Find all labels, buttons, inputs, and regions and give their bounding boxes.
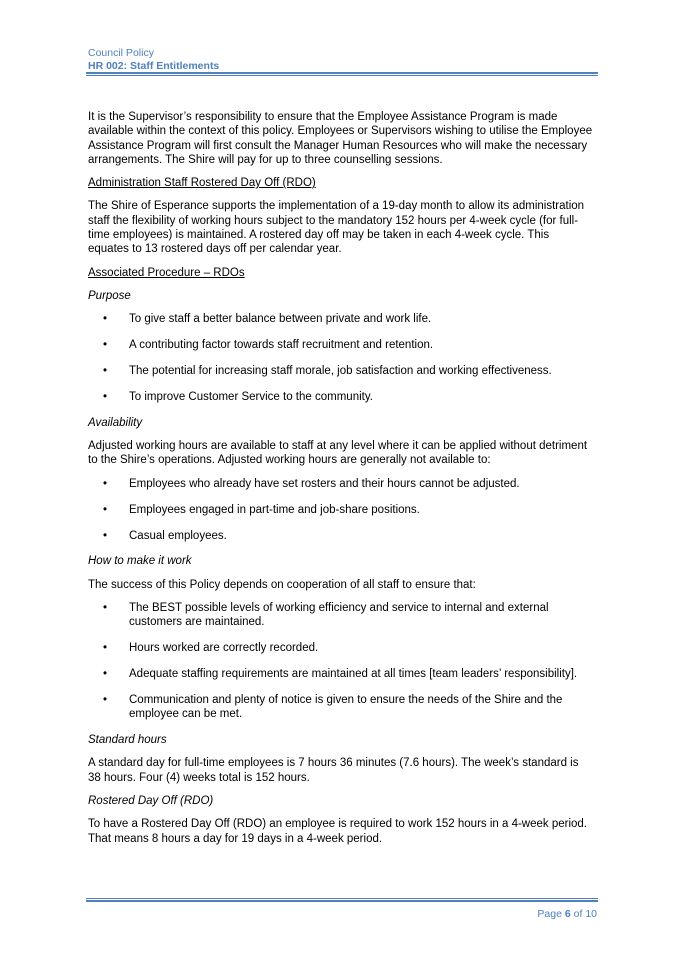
bullet-icon: •: [103, 668, 108, 681]
total-pages: 10: [585, 908, 597, 920]
purpose-list: [88, 312, 593, 404]
list-item: • A contributing factor towards staff recruitment and retention.: [103, 339, 434, 352]
rdo-paragraph: The Shire of Esperance supports the implementation of a 19-day month to allow its administration staff the flexibility of working hours subject to the mandatory 152 hours per 4-week cycle (for full-time employees) is maintained. A rostered day off may be taken in each 4-week cycle. This equates to 13 rostered days off per calendar year.: [88, 200, 585, 256]
rostered-heading: Rostered Day Off (RDO): [88, 795, 214, 808]
list-item: • Casual employees.: [103, 529, 227, 542]
list-item: • The potential for increasing staff morale, job satisfaction and working effectiveness.: [103, 365, 552, 378]
page-header: [88, 47, 219, 73]
list-item: • To improve Customer Service to the community.: [103, 390, 373, 403]
bullet-icon: •: [103, 693, 108, 706]
bullet-icon: •: [103, 601, 108, 614]
how-heading: How to make it work: [88, 555, 192, 568]
list-item: • Adequate staffing requirements are maintained at all times [team leaders’ responsibility].: [103, 668, 578, 681]
list-item: • Employees who already have set rosters and their hours cannot be adjusted.: [103, 477, 520, 490]
current-page: 6: [564, 908, 571, 920]
availability-heading: Availability: [88, 416, 143, 429]
rdo-heading: Administration Staff Rostered Day Off (RDO): [88, 177, 316, 190]
header-divider: [86, 72, 598, 76]
standard-heading: Standard hours: [88, 734, 167, 747]
bullet-icon: •: [103, 390, 108, 403]
procedure-heading: Associated Procedure – RDOs: [88, 266, 245, 279]
list-item: • To give staff a better balance between private and work life.: [103, 313, 432, 326]
footer-divider: [86, 898, 598, 902]
availability-list: [88, 477, 593, 543]
how-list: [88, 601, 593, 722]
how-paragraph: The success of this Policy depends on cooperation of all staff to ensure that:: [88, 578, 476, 591]
bullet-icon: •: [103, 365, 108, 378]
bullet-icon: •: [103, 339, 108, 352]
bullet-icon: •: [103, 313, 108, 326]
list-item: • Communication and plenty of notice is given to ensure the needs of the Shire and the employee can be met.: [103, 693, 563, 721]
rostered-paragraph: To have a Rostered Day Off (RDO) an employee is required to work 152 hours in a 4-week period. That means 8 hours a day for 19 days in a 4-week period.: [88, 818, 588, 845]
page-number: Page 6 of 10: [537, 908, 597, 920]
intro-paragraph: It is the Supervisor’s responsibility to ensure that the Employee Assistance Program is made available within the context of this policy. Employees or Supervisors wishing to utilise the Employee Assistance Program will first consult the Manager Human Resources who will make the necessary arrangements. The Shire will pay for up to three counselling sessions.: [88, 111, 593, 166]
bullet-icon: •: [103, 529, 108, 542]
list-item: • Hours worked are correctly recorded.: [103, 642, 319, 655]
header-council-policy: Council Policy: [88, 47, 154, 59]
header-policy-title: HR 002: Staff Entitlements: [88, 60, 220, 72]
availability-paragraph: Adjusted working hours are available to staff at any level where it can be applied without detriment to the Shire’s operations. Adjusted working hours are generally not available to:: [88, 440, 588, 467]
standard-paragraph: A standard day for full-time employees is 7 hours 36 minutes (7.6 hours). The week’s standard is 38 hours. Four (4) weeks total is 152 hours.: [88, 757, 579, 784]
bullet-icon: •: [103, 477, 108, 490]
bullet-icon: •: [103, 642, 108, 655]
document-body: [88, 110, 593, 855]
purpose-heading: Purpose: [88, 289, 131, 302]
list-item: • Employees engaged in part-time and job-share positions.: [103, 503, 420, 516]
bullet-icon: •: [103, 503, 108, 516]
list-item: • The BEST possible levels of working efficiency and service to internal and external customers are maintained.: [103, 601, 549, 629]
